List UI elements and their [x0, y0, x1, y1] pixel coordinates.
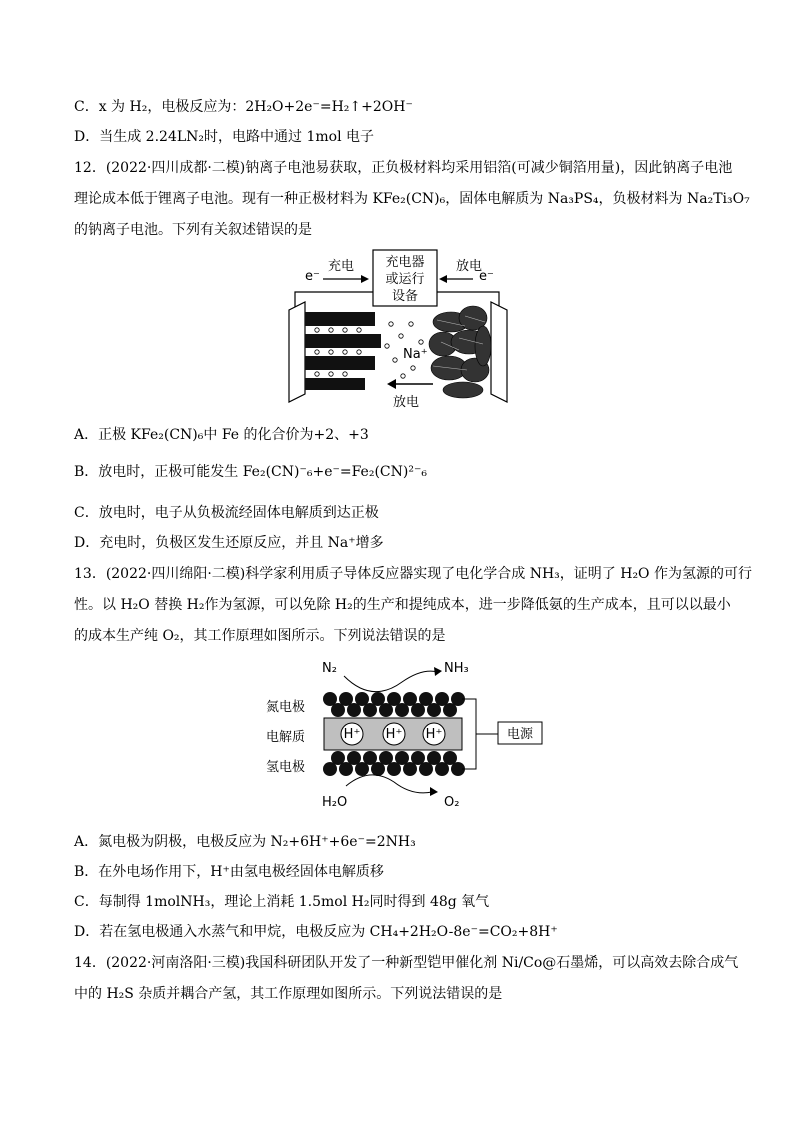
n2-label: N₂ — [322, 661, 337, 676]
q13-option-c: C．每制得 1molNH₃，理论上消耗 1.5mol H₂同时得到 48g 氧气 — [74, 894, 490, 910]
q11-option-d: D．当生成 2.24LN₂时，电路中通过 1mol 电子 — [74, 129, 374, 145]
bottom-electrode — [323, 751, 465, 776]
q12-option-a: A．正极 KFe₂(CN)₆中 Fe 的化合价为+2、+3 — [74, 427, 369, 443]
battery-diagram — [283, 246, 523, 414]
q11-option-c: C．x 为 H₂，电极反应为：2H₂O+2e⁻=H₂↑+2OH⁻ — [74, 99, 413, 115]
left-plate — [289, 302, 305, 402]
charger-line3: 设备 — [391, 289, 419, 304]
top-electrode — [323, 692, 465, 717]
q12-stem-line2: 理论成本低于锂离子电池。现有一种正极材料为 KFe₂(CN)₆，固体电解质为 Na₃PS₄，负极材料为 Na₂Ti₃O₇ — [74, 191, 750, 207]
q14-stem-line1: 14．(2022·河南洛阳·三模)我国科研团队开发了一种新型铠甲催化剂 Ni/Co@石墨烯，可以高效去除合成气 — [74, 955, 739, 971]
discharge-label-bottom: 放电 — [393, 395, 420, 410]
discharge-label-top: 放电 — [455, 259, 483, 274]
nh3-label: NH₃ — [444, 661, 469, 676]
right-plate — [491, 302, 507, 402]
q12-option-b: B．放电时，正极可能发生 Fe₂(CN)⁻₆+e⁻=Fe₂(CN)²⁻₆ — [74, 464, 427, 480]
q13-option-d: D．若在氢电极通入水蒸气和甲烷，电极反应为 CH₄+2H₂O-8e⁻=CO₂+8H⁺ — [74, 924, 558, 940]
q13-stem-line1: 13．(2022·四川绵阳·二模)科学家利用质子导体反应器实现了电化学合成 NH₃，证明了 H₂O 作为氢源的可行 — [74, 566, 752, 582]
electrolyte-label: 电解质 — [266, 730, 306, 745]
o2-label: O₂ — [444, 795, 460, 810]
electron-right: e⁻ — [479, 269, 494, 284]
layered-electrode — [305, 312, 381, 390]
left-wire — [295, 292, 373, 310]
reactor-diagram — [262, 654, 552, 814]
q12-option-d: D．充电时，负极区发生还原反应，并且 Na⁺增多 — [74, 535, 384, 551]
nitrogen-electrode-label: 氮电极 — [266, 700, 306, 715]
proton-2: H⁺ — [385, 727, 403, 742]
charger-line2: 或运行 — [385, 272, 425, 287]
sodium-ion-label: Na⁺ — [403, 347, 428, 362]
q14-stem-line2: 中的 H₂S 杂质并耦合产氢，其工作原理如图所示。下列说法错误的是 — [74, 986, 503, 1002]
h2o-label: H₂O — [322, 795, 348, 810]
q13-option-b: B．在外电场作用下，H⁺由氢电极经固体电解质移 — [74, 864, 384, 880]
proton-1: H⁺ — [343, 727, 361, 742]
electron-left: e⁻ — [305, 269, 320, 284]
hydrogen-electrode-label: 氢电极 — [266, 760, 306, 775]
hexagonal-electrode — [429, 306, 491, 398]
q12-stem-line3: 的钠离子电池。下列有关叙述错误的是 — [74, 222, 312, 238]
q12-option-c: C．放电时，电子从负极流经固体电解质到达正极 — [74, 505, 379, 521]
charge-label: 充电 — [327, 259, 355, 274]
q13-option-a: A．氮电极为阴极，电极反应为 N₂+6H⁺+6e⁻=2NH₃ — [74, 834, 416, 850]
power-label: 电源 — [506, 727, 534, 742]
q13-stem-line3: 的成本生产纯 O₂，其工作原理如图所示。下列说法错误的是 — [74, 628, 446, 644]
q13-stem-line2: 性。以 H₂O 替换 H₂作为氢源，可以免除 H₂的生产和提纯成本，进一步降低氨的生产成本，且可以以最小 — [74, 597, 731, 613]
q12-stem-line1: 12．(2022·四川成都·二模)钠离子电池易获取，正负极材料均采用铝箔(可减少铜箔用量)，因此钠离子电池 — [74, 160, 733, 176]
proton-3: H⁺ — [425, 727, 443, 742]
charger-line1: 充电器 — [385, 255, 425, 270]
